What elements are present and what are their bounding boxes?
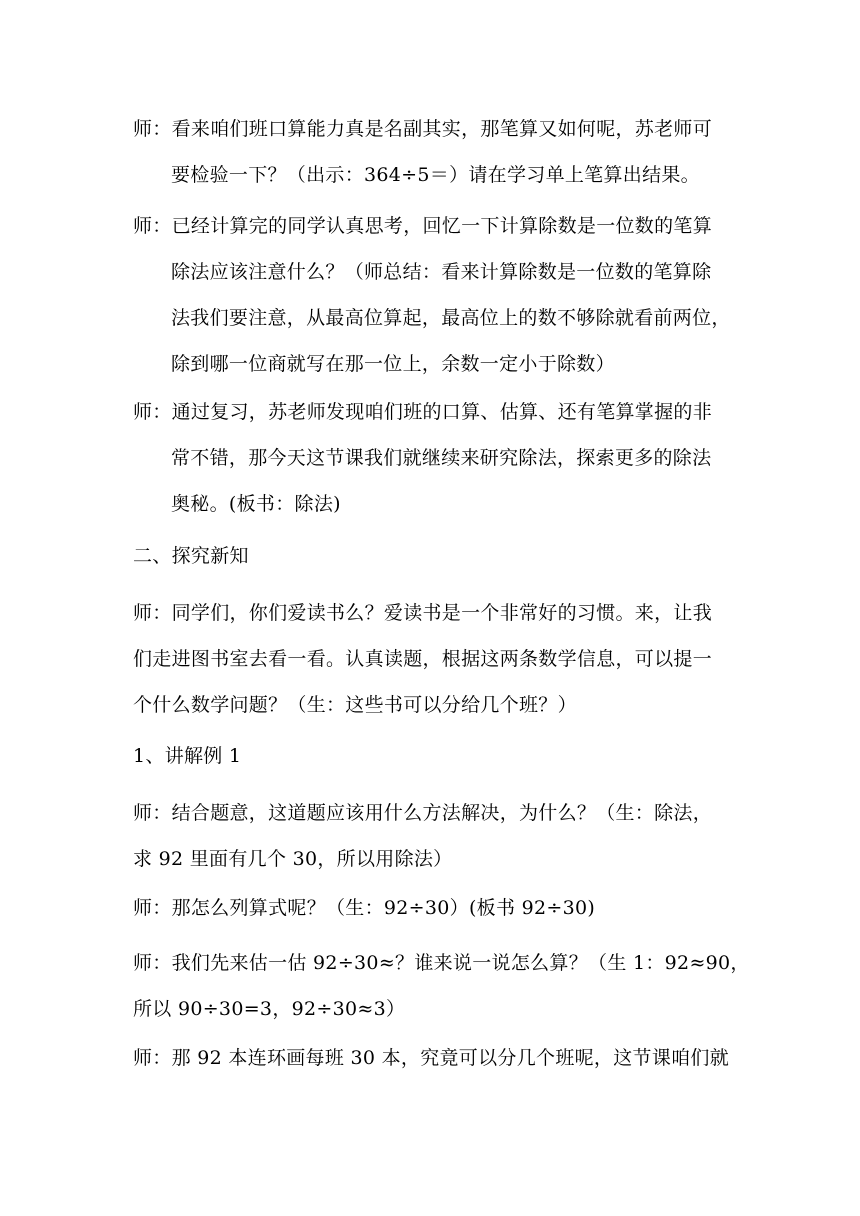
paragraph-teacher-7: [133, 940, 750, 1032]
subheading-example-1: [133, 733, 733, 779]
paragraph-line: 师：我们先来估一估 92÷30≈？谁来说一说怎么算？（生 1：92≈90，: [133, 952, 750, 974]
paragraph-line: 所以 90÷30=3，92÷30≈3）: [133, 998, 406, 1020]
paragraph-line: 师：通过复习，苏老师发现咱们班的口算、估算、还有笔算掌握的非: [133, 401, 713, 423]
paragraph-line: 师：那 92 本连环画每班 30 本，究竟可以分几个班呢，这节课咱们就: [133, 1047, 730, 1069]
paragraph-teacher-1: [133, 106, 733, 198]
paragraph-line: 师：看来咱们班口算能力真是名副其实，那笔算又如何呢，苏老师可: [133, 118, 713, 140]
paragraph-line: 求 92 里面有几个 30，所以用除法）: [133, 848, 453, 870]
paragraph-teacher-5: [133, 790, 733, 882]
paragraph-line: 师：结合题意，这道题应该用什么方法解决，为什么？（生：除法，: [133, 802, 713, 824]
paragraph-line: 个什么数学问题？（生：这些书可以分给几个班？）: [133, 694, 577, 716]
paragraph-line: 要检验一下？（出示：364÷5＝）请在学习单上笔算出结果。: [171, 164, 700, 186]
paragraph-line: 奥秘。(板书：除法): [171, 493, 341, 515]
paragraph-teacher-3: [133, 389, 733, 527]
paragraph-teacher-8: [133, 1035, 733, 1081]
paragraph-line: 法我们要注意，从最高位算起，最高位上的数不够除就看前两位，: [171, 307, 731, 329]
paragraph-teacher-6: [133, 885, 733, 931]
paragraph-line: 师：那怎么列算式呢？（生：92÷30）(板书 92÷30): [133, 897, 596, 919]
heading-text: 二、探究新知: [133, 545, 249, 567]
subheading-text: 1、讲解例 1: [133, 745, 242, 767]
paragraph-line: 除到哪一位商就写在那一位上，余数一定小于除数）: [171, 353, 615, 375]
paragraph-line: 师：同学们，你们爱读书么？爱读书是一个非常好的习惯。来，让我: [133, 602, 713, 624]
paragraph-line: 常不错，那今天这节课我们就继续来研究除法，探索更多的除法: [171, 447, 712, 469]
paragraph-teacher-2: [133, 203, 733, 387]
paragraph-line: 师：已经计算完的同学认真思考，回忆一下计算除数是一位数的笔算: [133, 215, 713, 237]
paragraph-line: 们走进图书室去看一看。认真读题，根据这两条数学信息，可以提一: [133, 648, 713, 670]
section-heading: [133, 533, 733, 579]
paragraph-line: 除法应该注意什么？（师总结：看来计算除数是一位数的笔算除: [171, 261, 712, 283]
paragraph-teacher-4: [133, 590, 733, 728]
